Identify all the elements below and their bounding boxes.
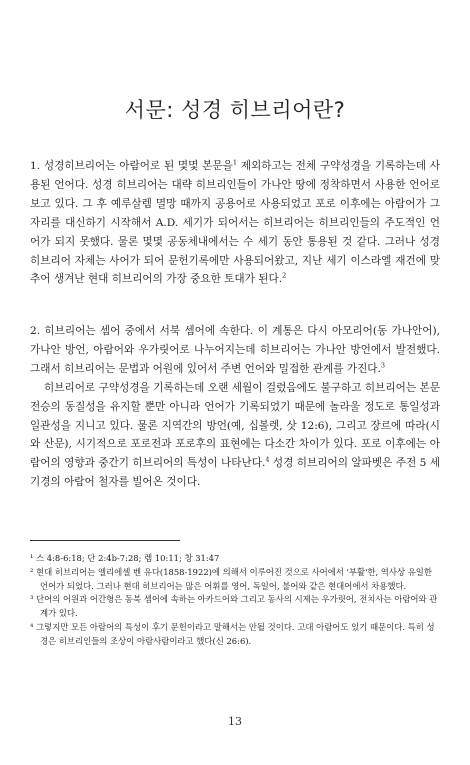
- page-number: 13: [228, 715, 242, 728]
- footnotes: [30, 552, 442, 649]
- paragraph-1: [30, 157, 440, 289]
- footnote-3: ³ 단어의 어원과 어간형은 동북 셈어에 속하는 아카드어와 그리고 동사의 시제는 우가릿어, 전치사는 아람어와 관계가 있다.: [30, 594, 438, 619]
- paragraph-1-text-a: 1. 성경히브리어는 아람어로 된 몇몇 본문을: [30, 160, 233, 172]
- paragraph-2-text-a: 2. 히브리어는 셈어 중에서 서북 셈어에 속한다. 이 계통은 다시 아모리어(동 가나안어), 가나안 방언, 아람어와 우가릿어로 나누어지는데 히브리어는 가나안 방언에서 발전했다. 그래서 히브리어는 문법과 어원에 있어서 주변 언어와 밀접한 관계를 가진다.: [30, 325, 440, 375]
- footnote-4: ⁴ 그렇지만 모든 아람어의 특성이 후기 문헌이라고 말해서는 안될 것이다. 고대 아람어도 있기 때문이다. 특히 성경은 히브리인들의 조상이 아람사람이라고 했다(신 26:6).: [30, 621, 435, 646]
- chapter-title: 서문: 성경 히브리어란?: [124, 98, 346, 122]
- footnote-ref-2: 2: [282, 271, 287, 280]
- paragraph-2: [30, 322, 440, 492]
- footnote-divider: [30, 540, 180, 541]
- footnote-2: ² 현대 히브리어는 엘리에셀 벤 유다(1858-1922)에 의해서 이루어진 것으로 사어에서 '부활'한, 역사상 유일한 언어가 되었다. 그러나 현대 히브리어는 많은 어휘를 영어, 독일어, 불어와 같은 현대어에서 차용했다.: [30, 566, 432, 591]
- paragraph-2-text-b: 히브리어로 구약성경을 기록하는데 오랜 세월이 걸렸음에도 불구하고 히브리어는 본문 전승의 동질성을 유지할 뿐만 아니라 언어가 기록되었기 때문에 놀라울 정도로 통일성과 일관성을 지니고 있다. 물론 지역간의 방언(예, 십볼렛, 삿 12:6), 그리고 장르에 따라(시와 산문), 시기적으로 포로전과 포로후의 표현에는 다소간 차이가 있다. 포로 이후에는 아람어의 영향과 중간기 히브리어의 특성이 나타난다.: [30, 381, 440, 470]
- footnote-ref-3: 3: [380, 361, 386, 370]
- footnote-ref-1: 1: [232, 158, 237, 167]
- footnote-1: ¹ 스 4:8-6:18; 단 2:4b-7:28; 렘 10:11; 창 31:47: [30, 553, 220, 563]
- footnote-ref-4: 4: [265, 455, 270, 464]
- paragraph-1-text-b: 제외하고는 전체 구약성경을 기록하는데 사용된 언어다. 성경 히브리어는 대략 히브리인들이 가나안 땅에 정착하면서 사용한 언어로 보고 있다. 그 후 예루살렘 멸망 때까지 공용어로 사용되었고 포로 이후에는 아람어가 그 자리를 대신하기 시작해서 A.D. 세기가 되어서는 히브리어는 히브리인들의 주도적인 언어가 되지 못했다. 물론 몇몇 공동체내에서는 수 세기 동안 통용된 것 같다. 그러나 성경 히브리어 자체는 사어가 되어 문헌기록에만 사용되어왔고, 지난 세기 이스라엘 재건에 맞추어 생겨난 현대 히브리어의 가장 중요한 토대가 된다.: [30, 160, 440, 286]
- paragraph-2-text-c: 성경 히브리어의 알파벳은 주전 5 세기경의 아람어 철자를 빌어온 것이다.: [30, 457, 441, 489]
